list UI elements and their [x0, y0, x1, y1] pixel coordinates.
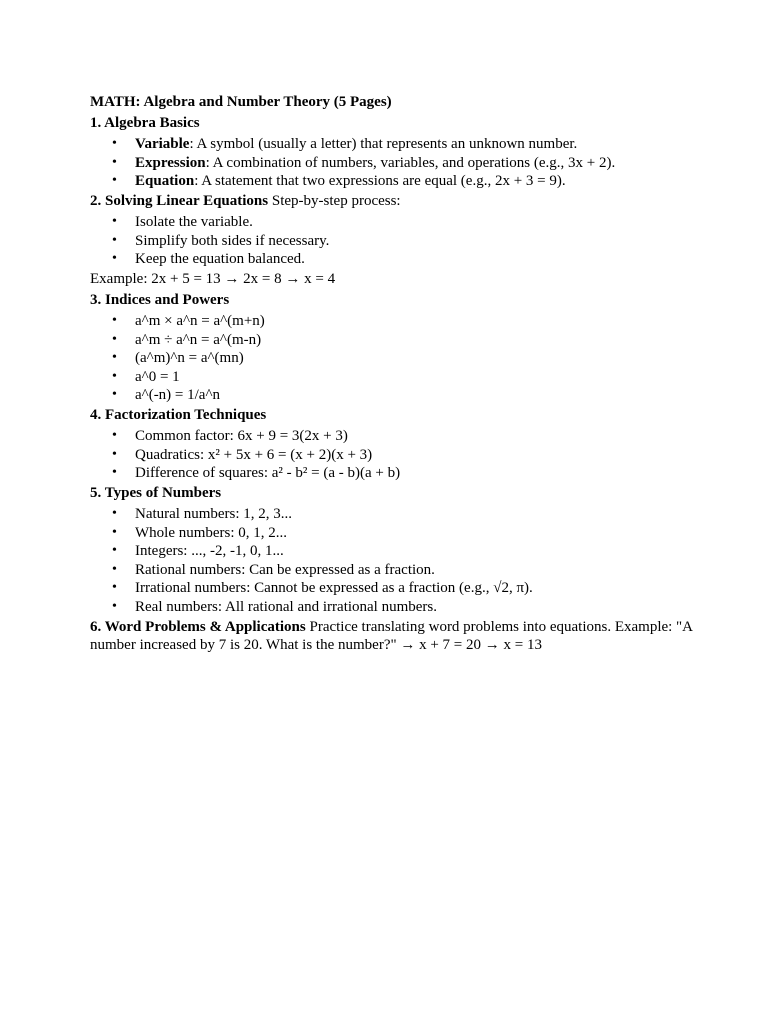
term-expression: Expression [135, 154, 206, 171]
section-heading-algebra-basics: 1. Algebra Basics [90, 115, 200, 131]
list-item-text: Keep the equation balanced. [135, 251, 305, 267]
list-item [90, 135, 730, 153]
list-item-text: Difference of squares: a² - b² = (a - b)(a + b) [135, 465, 401, 481]
section-intro: Step-by-step process: [268, 193, 401, 209]
bullet-icon: • [112, 313, 117, 328]
bullet-icon: • [112, 543, 117, 558]
algebra-basics-list [90, 135, 730, 190]
list-item [90, 598, 730, 616]
list-item [90, 427, 730, 445]
list-item [90, 561, 730, 579]
bullet-icon: • [112, 154, 117, 170]
bullet-icon: • [112, 580, 117, 595]
list-item [90, 386, 730, 404]
bullet-icon: • [112, 331, 117, 347]
bullet-icon: • [112, 428, 117, 443]
list-item [90, 349, 730, 367]
section-heading-types-of-numbers: 5. Types of Numbers [90, 485, 222, 501]
list-item [90, 213, 730, 231]
section-heading-indices-powers: 3. Indices and Powers [90, 292, 230, 308]
term-equation: Equation [135, 173, 195, 189]
bullet-icon: • [112, 561, 117, 577]
list-item-text: Simplify both sides if necessary. [135, 232, 330, 249]
bullet-icon: • [112, 214, 117, 229]
document-page [90, 93, 730, 657]
list-item-text: Real numbers: All rational and irrational numbers. [135, 598, 438, 615]
bullet-icon: • [112, 136, 117, 151]
list-item [90, 542, 730, 560]
list-item [90, 505, 730, 523]
list-item-text: (a^m)^n = a^(mn) [135, 350, 244, 366]
document-title: MATH: Algebra and Number Theory (5 Pages) [90, 94, 392, 110]
list-item [90, 524, 730, 542]
bullet-icon: • [112, 350, 117, 365]
list-item [90, 312, 730, 330]
indices-list [90, 312, 730, 404]
list-item [90, 464, 730, 482]
bullet-icon: • [112, 506, 117, 521]
section-heading-linear-equations-line [90, 192, 730, 210]
section-word-problems [90, 618, 730, 654]
bullet-icon: • [112, 368, 117, 384]
list-item [90, 331, 730, 349]
bullet-icon: • [112, 465, 117, 480]
bullet-icon: • [112, 387, 117, 402]
bullet-icon: • [112, 173, 117, 188]
list-item [90, 368, 730, 386]
list-item-text: Irrational numbers: Cannot be expressed as a fraction (e.g., √2, π). [135, 580, 533, 596]
list-item [90, 154, 730, 172]
definition-text: : A symbol (usually a letter) that represents an unknown number. [189, 136, 578, 152]
list-item-text: a^m ÷ a^n = a^(m-n) [135, 331, 262, 348]
term-variable: Variable [135, 136, 190, 152]
list-item-text: Quadratics: x² + 5x + 6 = (x + 2)(x + 3) [135, 446, 373, 463]
list-item-text: a^m × a^n = a^(m+n) [135, 313, 265, 329]
bullet-icon: • [112, 251, 117, 266]
bullet-icon: • [112, 598, 117, 614]
list-item [90, 250, 730, 268]
list-item [90, 232, 730, 250]
list-item-text: Natural numbers: 1, 2, 3... [135, 506, 293, 522]
section-word-problems-text: Practice translating word problems into equations. Example: "A number increased by 7 is 20. What is the number?" → x + 7 = 20 → x = 13 [90, 618, 693, 653]
bullet-icon: • [112, 524, 117, 540]
definition-text: : A combination of numbers, variables, and operations (e.g., 3x + 2). [205, 154, 616, 171]
example-line: Example: 2x + 5 = 13 → 2x = 8 → x = 4 [90, 271, 336, 287]
section-heading-word-problems: 6. Word Problems & Applications [90, 618, 306, 635]
list-item-text: Rational numbers: Can be expressed as a fraction. [135, 561, 435, 578]
list-item [90, 579, 730, 597]
bullet-icon: • [112, 232, 117, 248]
section-heading-linear-equations: 2. Solving Linear Equations [90, 193, 269, 209]
list-item-text: Integers: ..., -2, -1, 0, 1... [135, 543, 284, 559]
list-item-text: a^(-n) = 1/a^n [135, 387, 221, 403]
list-item [90, 446, 730, 464]
list-item-text: Common factor: 6x + 9 = 3(2x + 3) [135, 428, 348, 444]
types-of-numbers-list [90, 505, 730, 616]
list-item-text: Isolate the variable. [135, 214, 253, 230]
factorization-list [90, 427, 730, 482]
list-item-text: a^0 = 1 [135, 368, 180, 385]
list-item [90, 172, 730, 190]
linear-equations-list [90, 213, 730, 268]
bullet-icon: • [112, 446, 117, 462]
list-item-text: Whole numbers: 0, 1, 2... [135, 524, 288, 541]
section-heading-factorization: 4. Factorization Techniques [90, 407, 267, 423]
definition-text: : A statement that two expressions are equal (e.g., 2x + 3 = 9). [194, 173, 566, 189]
